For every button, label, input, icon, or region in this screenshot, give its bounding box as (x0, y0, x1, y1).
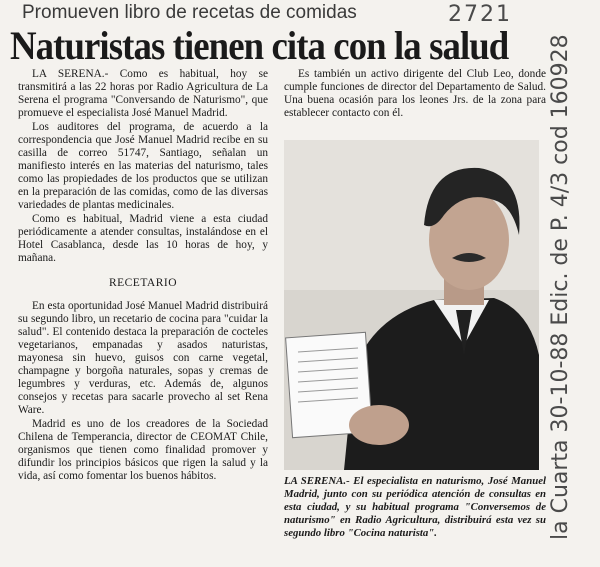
kicker: Promueven libro de recetas de comidas (22, 2, 357, 23)
paragraph: Como es habitual, Madrid viene a esta ciudad periódicamente a atender consultas, instalándose en el Hotel Casablanca, desde las 10 horas de hoy, y mañana. (18, 213, 268, 264)
photo-illustration (284, 140, 539, 470)
paragraph: Es también un activo dirigente del Club Leo, donde cumple funciones de director del Departamento de Salud. Una buena ocasión para los leones Jrs. de la zona para establecer contacto con él. (284, 68, 546, 119)
paragraph: En esta oportunidad José Manuel Madrid distribuirá su segundo libro, un recetario de cocina para "cuidar la salud". El contenido destaca la preparación de cocteles vegetarianos, empanadas y asados naturistas, mayonesa sin huevo, guisos con carne vegetal, champagne y borgoña naturales, sopas y cremas de legumbres y verduras, etc. Además de, algunos consejos y recetas para sacarle provecho al set Rena Ware. (18, 300, 268, 416)
paragraph: LA SERENA.- Como es habitual, hoy se transmitirá a las 22 horas por Radio Agricultura de La Serena el programa "Conversando de Naturismo", que promueve el especialista José Manuel Madrid. (18, 68, 268, 119)
photo-caption: LA SERENA.- El especialista en naturismo, José Manuel Madrid, junto con su periódica atención de consultas en esta ciudad, y su habitual programa "Conversemos de naturismo" en Radio Agricultura, distribuirá esta vez su segundo libro "Cocina naturista". (284, 475, 546, 539)
news-photo (284, 140, 539, 470)
paragraph: Los auditores del programa, de acuerdo a la correspondencia que José Manuel Madrid recibe en su casilla de correo 51747, Santiago, señalan un manifiesto interés en las materias del naturismo, tales como las propiedades de los productos que se utilizan en la preparación de las comidas, como de las diversas variedades de plantas medicinales. (18, 121, 268, 211)
article-column-1 (18, 68, 268, 483)
handwritten-side-note: la Cuarta 30-10-88 Edic. de P. 4/3 cod 160928 (548, 34, 573, 540)
handwritten-number: 2721 (448, 2, 512, 27)
subheading: RECETARIO (108, 277, 178, 289)
article-column-2 (284, 68, 546, 120)
paragraph: Madrid es uno de los creadores de la Sociedad Chilena de Temperancia, director de CEOMAT Chile, organismos que tienen como finalidad promover y difundir los principios básicos que rigen la salud y la vida, así como fomentar los buenos hábitos. (18, 418, 268, 482)
headline: Naturistas tienen cita con la salud (10, 23, 509, 68)
